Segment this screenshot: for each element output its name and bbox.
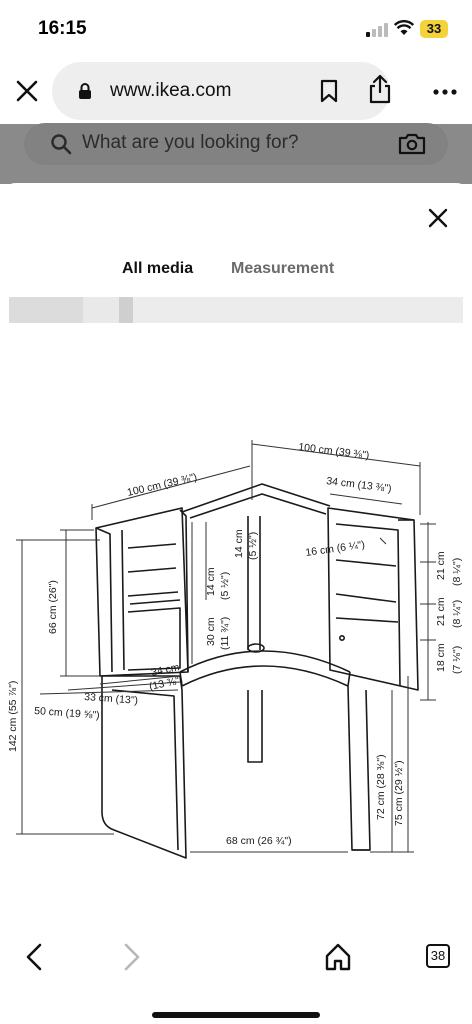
- search-bar: [24, 123, 448, 165]
- dim-18: 18 cm: [435, 643, 447, 672]
- status-bar: [0, 0, 472, 60]
- dim-33: 33 cm (13"): [83, 691, 139, 707]
- dim-14a-in: (5 ½"): [219, 571, 231, 600]
- modal-close-icon[interactable]: [428, 208, 448, 228]
- dim-75: 75 cm (29 ½"): [393, 760, 405, 826]
- browser-toolbar: [0, 60, 472, 124]
- lock-icon: [78, 82, 92, 100]
- dim-top-left: 100 cm (39 ⅜"): [125, 471, 199, 499]
- dim-21-mid: 21 cm: [435, 597, 447, 626]
- forward-icon[interactable]: [120, 942, 144, 972]
- dim-30: 30 cm: [205, 617, 217, 646]
- dim-18-in: (7 ⅛"): [451, 645, 463, 674]
- battery-indicator: 33: [420, 20, 448, 38]
- url-text: www.ikea.com: [110, 80, 232, 101]
- home-icon[interactable]: [324, 942, 352, 972]
- thumbnail-strip[interactable]: [9, 297, 463, 323]
- dim-66: 66 cm (26"): [47, 580, 59, 634]
- search-icon: [50, 133, 72, 155]
- dim-14b: 14 cm: [233, 529, 245, 558]
- dim-21-mid-in: (8 ¼"): [451, 599, 463, 628]
- share-icon[interactable]: [368, 74, 392, 104]
- dim-16: 16 cm (6 ¼"): [304, 538, 366, 559]
- desk-measurement-drawing: [0, 340, 472, 900]
- dim-14b-in: (5 ½"): [247, 531, 259, 560]
- dim-50: 50 cm (19 ⅝"): [33, 705, 101, 722]
- close-icon[interactable]: [14, 78, 40, 104]
- dim-shelf-depth-right: 34 cm (13 ⅜"): [325, 475, 393, 495]
- dim-14a: 14 cm: [205, 567, 217, 596]
- dim-72: 72 cm (28 ⅜"): [375, 754, 387, 820]
- dim-34-left: 34 cm: [150, 661, 181, 679]
- home-indicator: [152, 1012, 320, 1018]
- tab-measurement[interactable]: Measurement: [231, 260, 335, 277]
- dim-34-left-in: (13 ⅜"): [148, 674, 184, 693]
- signal-icon: [366, 23, 388, 37]
- bottom-toolbar: [0, 918, 472, 1024]
- search-placeholder: What are you looking for?: [82, 132, 299, 153]
- tab-all-media[interactable]: All media: [122, 260, 194, 277]
- dim-21-top-in: (8 ¼"): [451, 557, 463, 586]
- dim-21-top: 21 cm: [435, 551, 447, 580]
- camera-icon: [398, 133, 426, 155]
- more-options-icon[interactable]: [432, 88, 458, 96]
- back-icon[interactable]: [22, 942, 46, 972]
- dim-68: 68 cm (26 ¾"): [226, 835, 292, 847]
- dim-30-in: (11 ¾"): [219, 616, 231, 650]
- dim-top-right: 100 cm (39 ⅜"): [297, 441, 371, 462]
- dim-142: 142 cm (55 ⅞"): [7, 680, 19, 752]
- address-bar[interactable]: [52, 62, 390, 120]
- tabs-button[interactable]: 38: [426, 944, 450, 968]
- wifi-icon: [394, 20, 414, 36]
- bookmark-icon[interactable]: [320, 79, 338, 103]
- status-time: 16:15: [38, 18, 87, 39]
